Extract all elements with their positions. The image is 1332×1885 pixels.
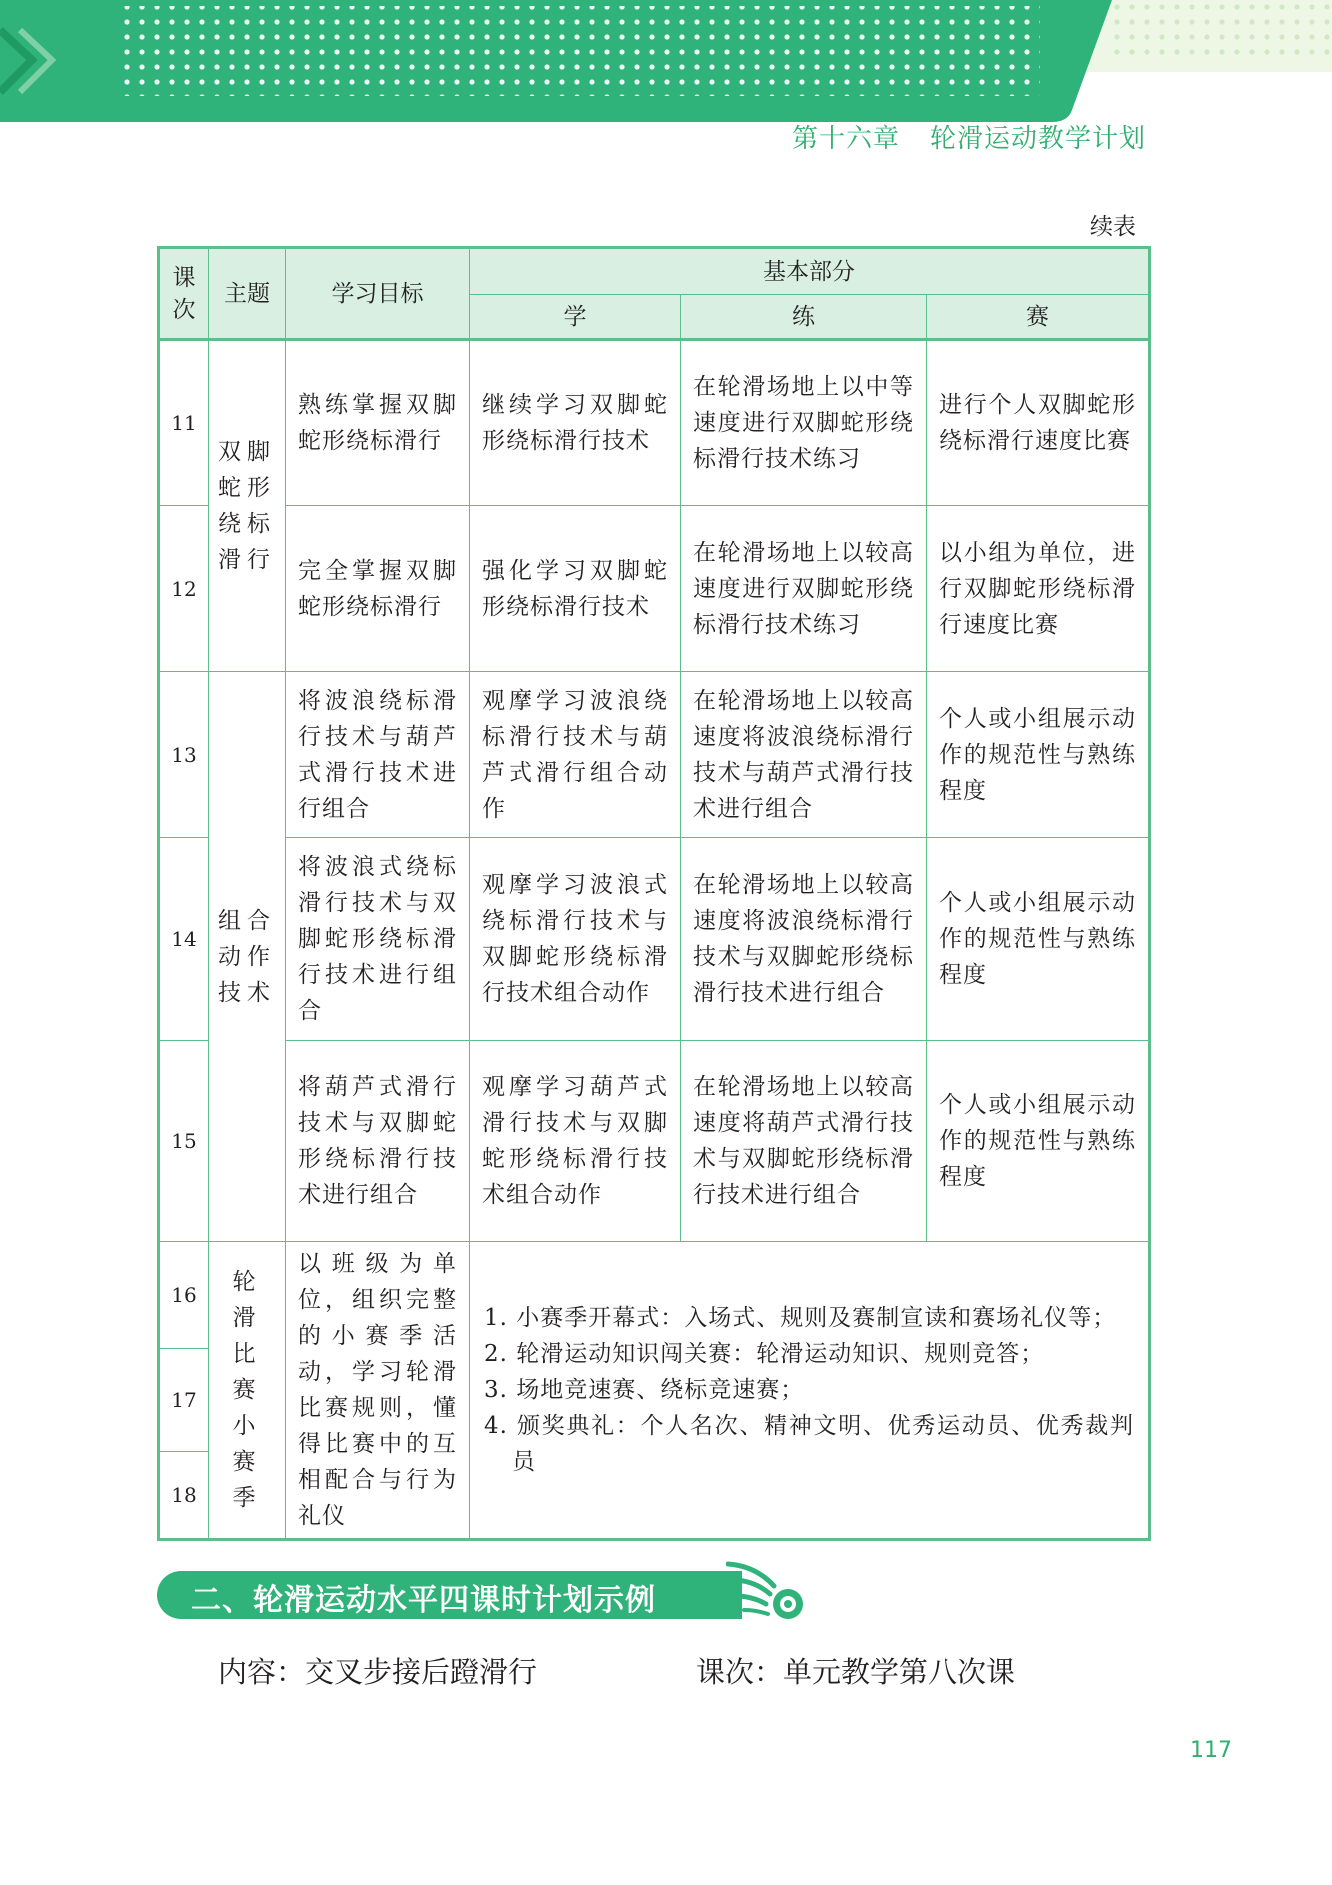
season-goal-cell: 以班级为单位，组织完整的小赛季活动，学习轮滑比赛规则，懂得比赛中的互相配合与行为礼仪 [286, 1242, 470, 1540]
learn-cell: 继续学习双脚蛇形绕标滑行技术 [470, 340, 681, 506]
lesson-number: 16 [159, 1242, 209, 1349]
lesson-number: 18 [159, 1452, 209, 1540]
lesson-plan-table [157, 246, 1151, 1541]
table-row [159, 1242, 1150, 1349]
learn-cell: 观摩学习波浪式绕标滑行技术与双脚蛇形绕标滑行技术组合动作 [470, 838, 681, 1041]
topic-cell: 轮滑比赛小赛季 [209, 1242, 286, 1540]
practice-cell: 在轮滑场地上以较高速度将波浪绕标滑行技术与双脚蛇形绕标滑行技术进行组合 [681, 838, 927, 1041]
practice-cell: 在轮滑场地上以较高速度将波浪绕标滑行技术与葫芦式滑行技术进行组合 [681, 672, 927, 838]
learn-cell: 观摩学习葫芦式滑行技术与双脚蛇形绕标滑行技术组合动作 [470, 1041, 681, 1242]
list-item: 1. 小赛季开幕式：入场式、规则及赛制宣读和赛场礼仪等； [484, 1305, 1117, 1331]
section-heading [157, 1571, 742, 1619]
practice-cell: 在轮滑场地上以较高速度进行双脚蛇形绕标滑行技术练习 [681, 506, 927, 672]
topic-cell: 组合动作技术 [209, 672, 286, 1242]
lesson-number: 15 [159, 1041, 209, 1242]
lesson-number: 12 [159, 506, 209, 672]
goal-cell: 完全掌握双脚蛇形绕标滑行 [286, 506, 470, 672]
table-row [159, 340, 1150, 506]
table-row [159, 672, 1150, 838]
header-goal: 学习目标 [286, 248, 470, 340]
practice-cell: 在轮滑场地上以中等速度进行双脚蛇形绕标滑行技术练习 [681, 340, 927, 506]
compete-cell: 个人或小组展示动作的规范性与熟练程度 [927, 1041, 1150, 1242]
goal-cell: 将波浪式绕标滑行技术与双脚蛇形绕标滑行技术进行组合 [286, 838, 470, 1041]
lesson-number: 14 [159, 838, 209, 1041]
learn-cell: 强化学习双脚蛇形绕标滑行技术 [470, 506, 681, 672]
header-learn: 学 [470, 295, 681, 340]
chapter-number: 第十六章 [791, 124, 900, 154]
compete-cell: 个人或小组展示动作的规范性与熟练程度 [927, 672, 1150, 838]
lesson-number: 13 [159, 672, 209, 838]
continued-table-label: 续表 [1090, 214, 1136, 240]
lesson-line: 课次：单元教学第八次课 [696, 1655, 1016, 1689]
table-row [159, 838, 1150, 1041]
compete-cell: 个人或小组展示动作的规范性与熟练程度 [927, 838, 1150, 1041]
season-activities-cell [470, 1242, 1150, 1540]
header-topic: 主题 [209, 248, 286, 340]
page-number: 117 [1190, 1738, 1232, 1763]
goal-cell: 熟练掌握双脚蛇形绕标滑行 [286, 340, 470, 506]
header-compete: 赛 [927, 295, 1150, 340]
compete-cell: 进行个人双脚蛇形绕标滑行速度比赛 [927, 340, 1150, 506]
season-activity-list [484, 1300, 1134, 1480]
wheel-swoosh-icon [726, 1556, 816, 1626]
header-practice: 练 [681, 295, 927, 340]
compete-cell: 以小组为单位，进行双脚蛇形绕标滑行速度比赛 [927, 506, 1150, 672]
list-item: 2. 轮滑运动知识闯关赛：轮滑运动知识、规则竞答； [484, 1341, 1045, 1367]
goal-cell: 将波浪绕标滑行技术与葫芦式滑行技术进行组合 [286, 672, 470, 838]
chapter-name: 轮滑运动教学计划 [929, 124, 1146, 154]
header-banner [0, 0, 1332, 128]
chapter-title [792, 118, 1146, 155]
section-title: 二、轮滑运动水平四课时计划示例 [191, 1583, 656, 1618]
learn-cell: 观摩学习波浪绕标滑行技术与葫芦式滑行组合动作 [470, 672, 681, 838]
lesson-number: 11 [159, 340, 209, 506]
practice-cell: 在轮滑场地上以较高速度将葫芦式滑行技术与双脚蛇形绕标滑行技术进行组合 [681, 1041, 927, 1242]
table-row [159, 506, 1150, 672]
lesson-number: 17 [159, 1349, 209, 1452]
list-item: 3. 场地竞速赛、绕标竞速赛； [484, 1377, 805, 1403]
topic-cell: 双脚蛇形绕标滑行 [209, 340, 286, 672]
content-line: 内容：交叉步接后蹬滑行 [218, 1655, 538, 1689]
table-row [159, 1041, 1150, 1242]
list-item: 4. 颁奖典礼：个人名次、精神文明、优秀运动员、优秀裁判员 [484, 1413, 1135, 1475]
header-lesson: 课次 [159, 248, 209, 340]
goal-cell: 将葫芦式滑行技术与双脚蛇形绕标滑行技术进行组合 [286, 1041, 470, 1242]
header-basic-part: 基本部分 [470, 248, 1150, 295]
